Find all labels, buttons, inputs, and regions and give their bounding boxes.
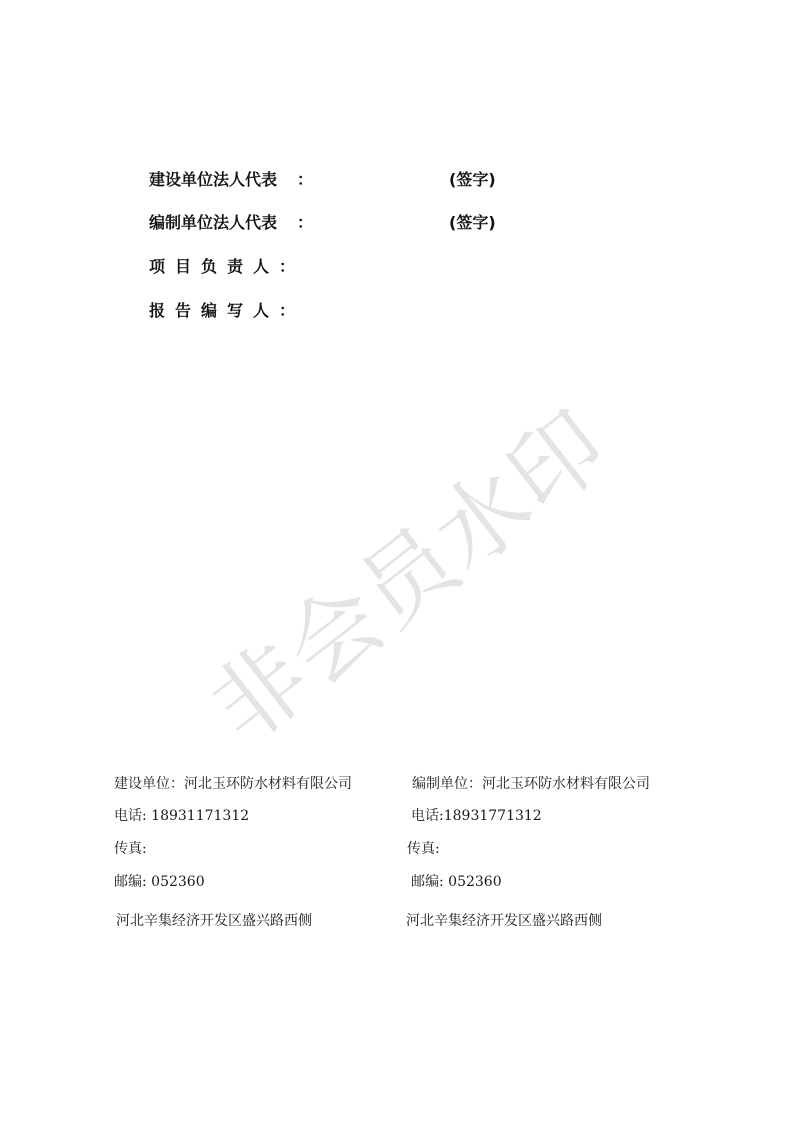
construction-rep-sign: (签字) [449,170,496,189]
construction-unit-postcode: 邮编: 052360 [114,874,205,890]
construction-unit-name: 建设单位：河北玉环防水材料有限公司 [114,776,352,792]
watermark-text: 非会员水印 [191,390,628,764]
compiler-rep-colon: ： [297,213,314,232]
compiling-unit-fax: 传真: [407,841,440,857]
compiling-unit-name: 编制单位：河北玉环防水材料有限公司 [412,776,650,792]
project-lead-label: 项目负责人： [149,257,306,276]
compiler-rep-sign: (签字) [449,213,496,232]
construction-rep-colon: ： [297,170,314,189]
construction-unit-address: 河北辛集经济开发区盛兴路西侧 [116,913,312,929]
construction-rep-label: 建设单位法人代表 [149,170,278,189]
compiling-unit-address: 河北辛集经济开发区盛兴路西侧 [406,913,602,929]
compiler-rep-label: 编制单位法人代表 [149,213,278,232]
compiling-unit-postcode: 邮编: 052360 [411,874,502,890]
construction-unit-phone: 电话: 18931171312 [114,808,250,824]
compiling-unit-phone: 电话:18931771312 [411,808,542,824]
construction-unit-fax: 传真: [114,841,147,857]
report-writer-label: 报告编写人： [149,301,306,320]
